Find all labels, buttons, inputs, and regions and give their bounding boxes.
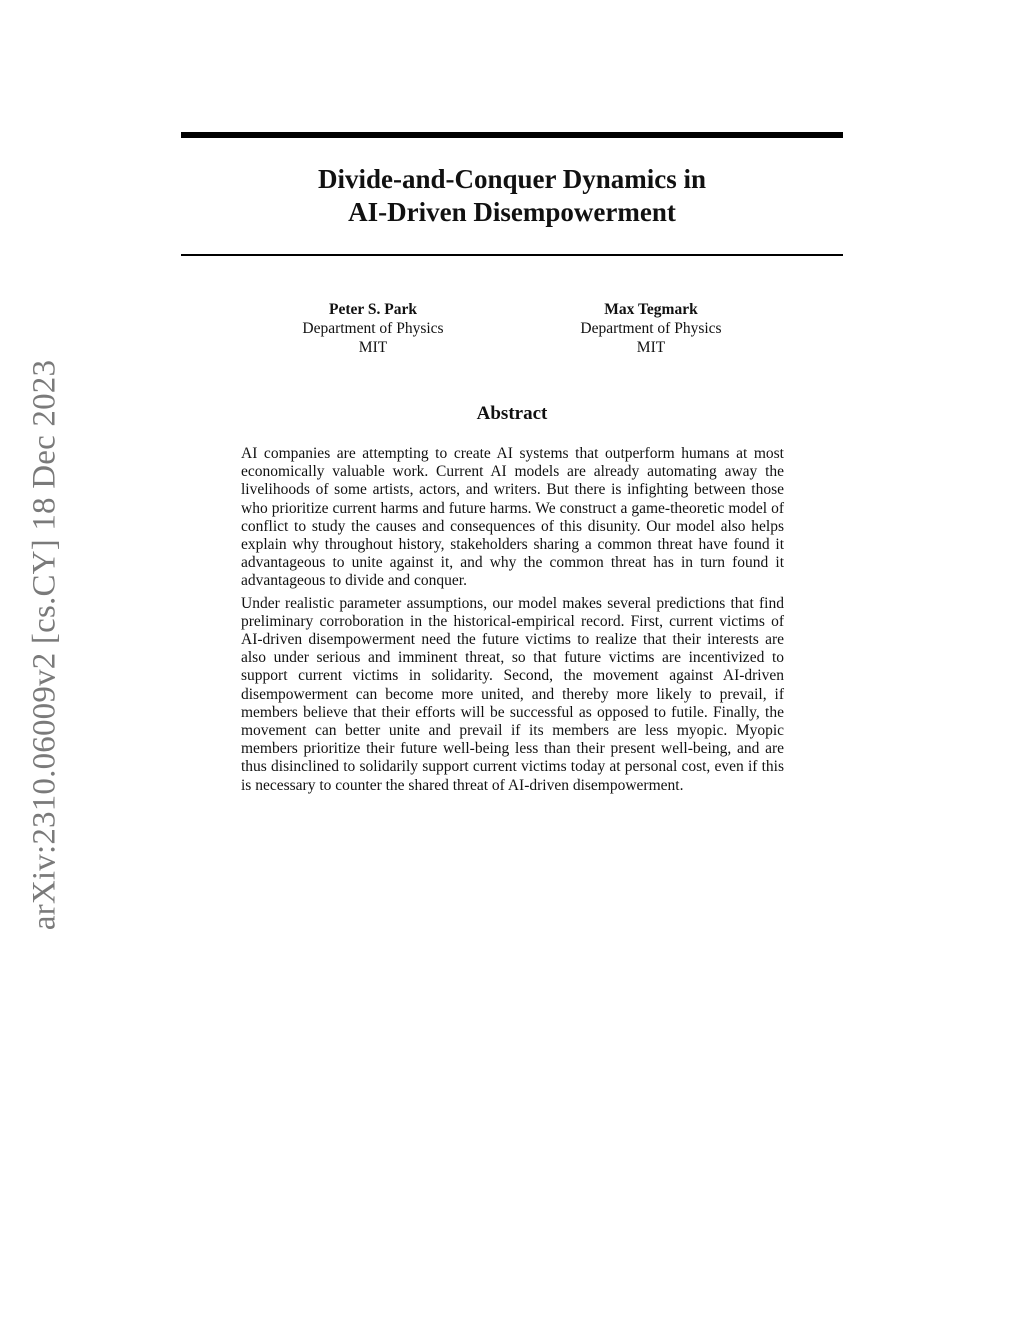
author-name: Peter S. Park	[329, 301, 417, 318]
paper-title-line-2: AI-Driven Disempowerment	[348, 197, 676, 227]
author-name: Max Tegmark	[604, 301, 698, 318]
author-block-2	[531, 300, 771, 357]
author-institution: MIT	[358, 339, 388, 356]
paper-title	[181, 163, 843, 229]
paper-title-line-1: Divide-and-Conquer Dynamics in	[317, 164, 707, 194]
abstract-heading: Abstract	[476, 403, 548, 424]
author-department: Department of Physics	[302, 320, 444, 337]
abstract-paragraph-1: AI companies are attempting to create AI systems that outperform humans at most economically valuable work. Current AI models are already automating away the livelihoods of some artists, actors, and writers. But there is infighting between those who prioritize current harms and future harms. We construct a game-theoretic model of conflict to study the causes and consequences of this disunity. Our model also helps explain why throughout history, stakeholders sharing a common threat have found it advantageous to unite against it, and why the common threat has in turn found it advantageous to divide and conquer.	[241, 445, 784, 590]
author-institution: MIT	[636, 339, 666, 356]
author-department: Department of Physics	[580, 320, 722, 337]
abstract-body	[241, 445, 784, 799]
author-block-1	[253, 300, 493, 357]
abstract-paragraph-2: Under realistic parameter assumptions, our model makes several predictions that find preliminary corroboration in the historical-empirical record. First, current victims of AI-driven disempowerment need the future victims to realize that their interests are also under serious and imminent threat, so that future victims are incentivized to support current victims in solidarity. Second, the movement against AI-driven disempowerment can become more united, and thereby more likely to prevail, if members believe that their efforts will be successful as opposed to futile. Finally, the movement can better unite and prevail if its members are less myopic. Myopic members prioritize their future well-being less than their present well-being, and are thus disinclined to solidarily support current victims today at personal cost, even if this is necessary to counter the shared threat of AI-driven disempowerment.	[241, 594, 784, 794]
title-top-rule	[181, 132, 843, 138]
arxiv-identifier-stamp: arXiv:2310.06009v2 [cs.CY] 18 Dec 2023	[26, 359, 63, 931]
title-bottom-rule	[181, 254, 843, 256]
